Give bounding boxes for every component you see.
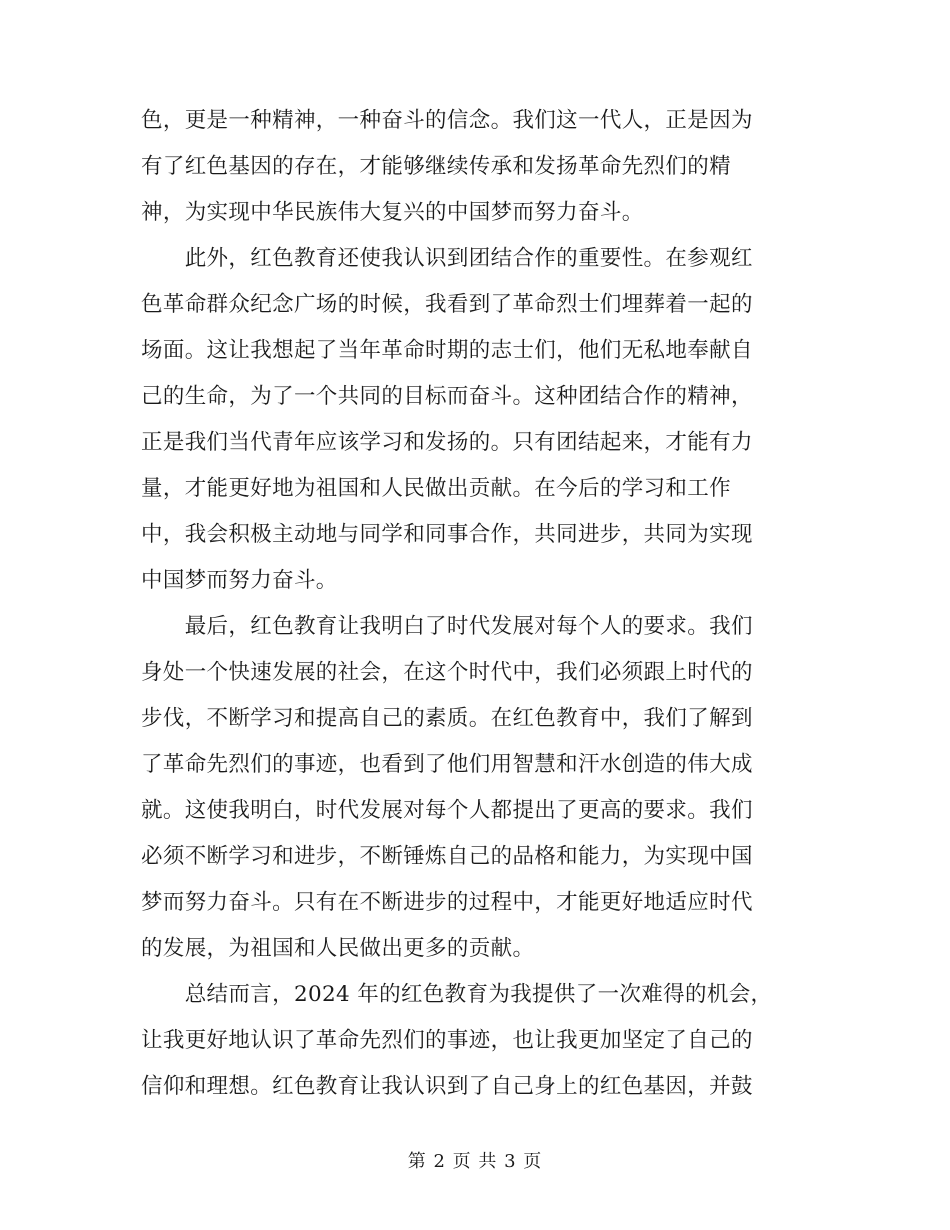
body-text — [141, 98, 801, 1110]
text-line: 己的生命，为了一个共同的目标而奋斗。这种团结合作的精神， — [141, 384, 753, 409]
text-line: 的发展，为祖国和人民做出更多的贡献。 — [141, 936, 535, 961]
text-line: 场面。这让我想起了当年革命时期的志士们，他们无私地奉献自 — [141, 338, 753, 363]
text-line: 就。这使我明白，时代发展对每个人都提出了更高的要求。我们 — [141, 798, 753, 823]
text-line: 中，我会积极主动地与同学和同事合作，共同进步，共同为实现 — [141, 522, 753, 547]
text-line: 让我更好地认识了革命先烈们的事迹，也让我更加坚定了自己的 — [141, 1028, 753, 1053]
text-line: 此外，红色教育还使我认识到团结合作的重要性。在参观红 — [141, 246, 753, 271]
text-line: 色革命群众纪念广场的时候，我看到了革命烈士们埋葬着一起的 — [141, 292, 753, 317]
text-line: 有了红色基因的存在，才能够继续传承和发扬革命先烈们的精 — [141, 154, 731, 179]
text-line: 总结而言，2024 年的红色教育为我提供了一次难得的机会， — [141, 982, 773, 1007]
page-footer: 第 2 页 共 3 页 — [407, 1151, 543, 1172]
text-line: 身处一个快速发展的社会，在这个时代中，我们必须跟上时代的 — [141, 660, 753, 685]
text-line: 步伐，不断学习和提高自己的素质。在红色教育中，我们了解到 — [141, 706, 753, 731]
text-line: 量，才能更好地为祖国和人民做出贡献。在今后的学习和工作 — [141, 476, 731, 501]
text-line: 神，为实现中华民族伟大复兴的中国梦而努力奋斗。 — [141, 200, 644, 225]
text-line: 色，更是一种精神，一种奋斗的信念。我们这一代人，正是因为 — [141, 108, 753, 133]
text-line: 了革命先烈们的事迹，也看到了他们用智慧和汗水创造的伟大成 — [141, 752, 753, 777]
text-line: 最后，红色教育让我明白了时代发展对每个人的要求。我们 — [141, 614, 753, 639]
text-line: 信仰和理想。红色教育让我认识到了自己身上的红色基因，并鼓 — [141, 1074, 753, 1099]
text-line: 必须不断学习和进步，不断锤炼自己的品格和能力，为实现中国 — [141, 844, 753, 869]
text-line: 中国梦而努力奋斗。 — [141, 568, 338, 593]
text-line: 梦而努力奋斗。只有在不断进步的过程中，才能更好地适应时代 — [141, 890, 753, 915]
text-line: 正是我们当代青年应该学习和发扬的。只有团结起来，才能有力 — [141, 430, 753, 455]
